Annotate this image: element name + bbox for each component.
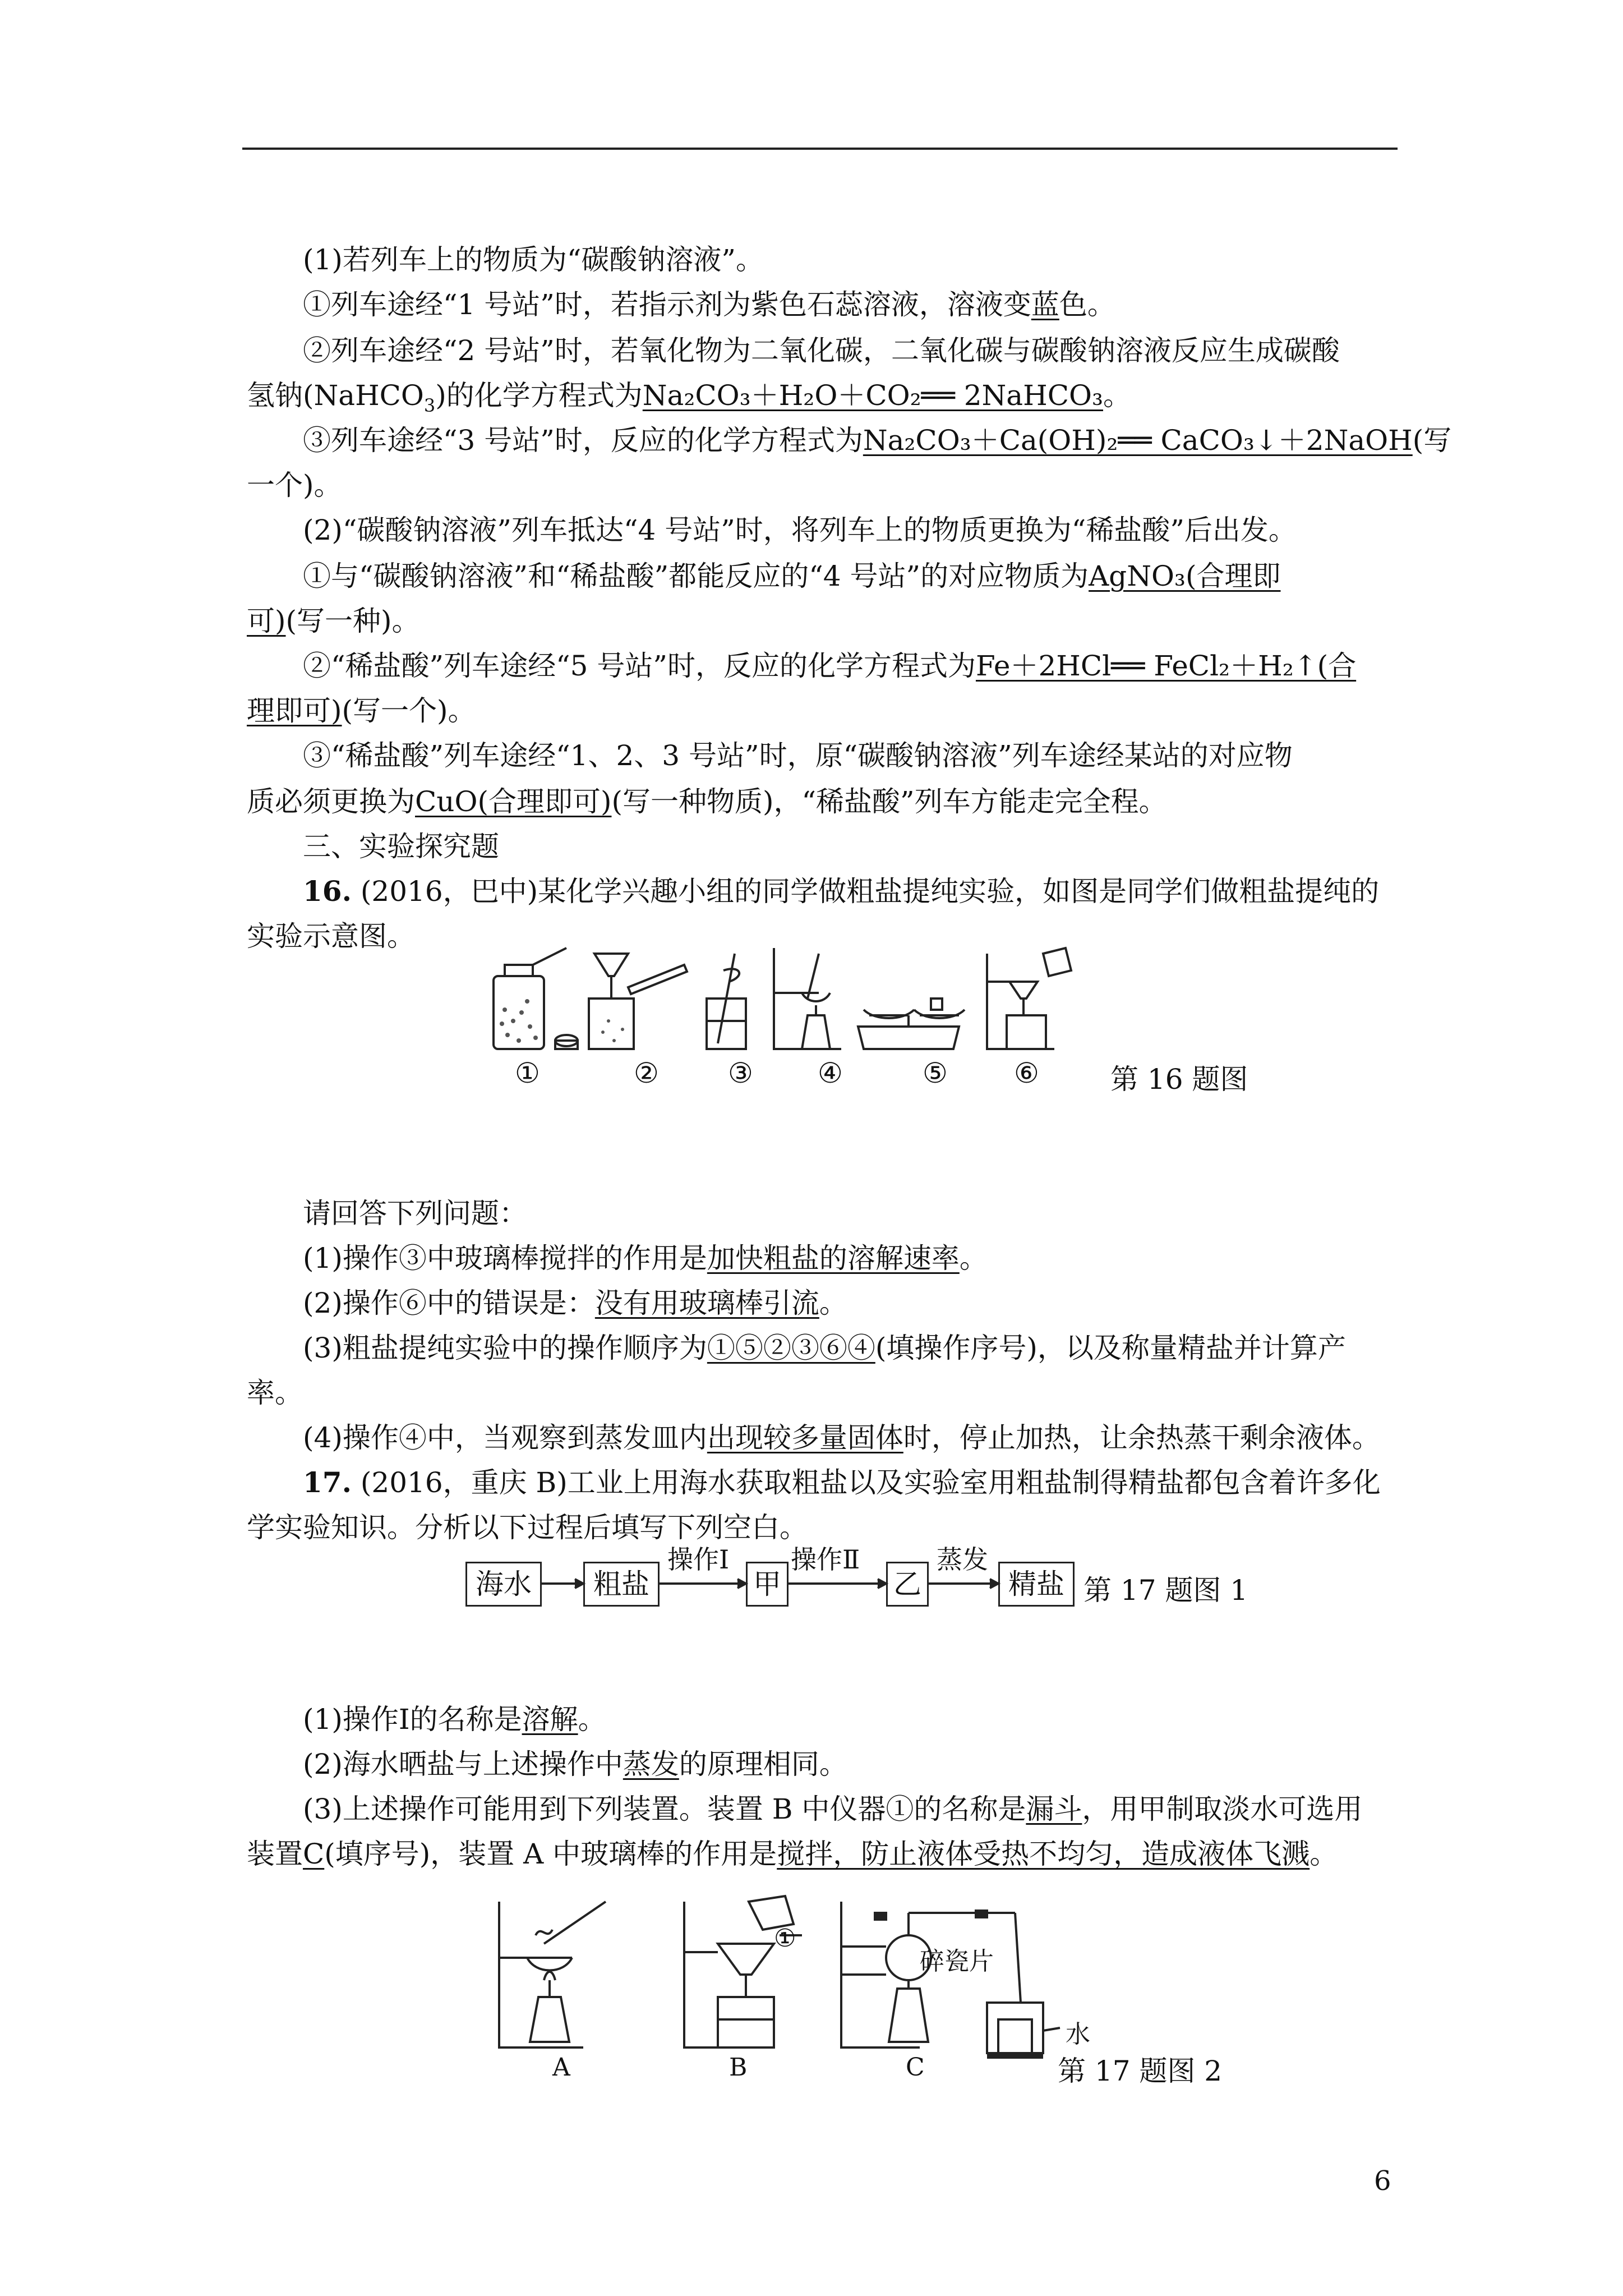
fig1-caption: 第 17 题图 1 — [1083, 1574, 1248, 1607]
q16-answer-1: (1)操作③中玻璃棒搅拌的作用是加快粗盐的溶解速率。 — [303, 1242, 988, 1274]
figure-label-6: ⑥ — [1014, 1057, 1039, 1089]
stirring-beaker-icon — [707, 954, 746, 1049]
fig2-label-b: B — [729, 2053, 748, 2082]
q16-stem-line2: 实验示意图。 — [247, 920, 415, 953]
figure-label-5: ⑤ — [923, 1057, 948, 1089]
q15-part1-item3: ③列车途经“3 号站”时，反应的化学方程式为Na₂CO₃＋Ca(OH)₂══ CaCO₃↓＋2NaOH(写 — [303, 424, 1452, 457]
answer-equation: Fe＋2HCl══ FeCl₂＋H₂↑(合 — [975, 650, 1357, 682]
section-heading: 三、实验探究题 — [303, 830, 499, 863]
fig2-label-shards: 碎瓷片 — [920, 1947, 994, 1976]
answer-blank: 蓝 — [1031, 288, 1059, 321]
answer-blank: 加快粗盐的溶解速率 — [707, 1242, 960, 1274]
q15-part2-item2: ②“稀盐酸”列车途经“5 号站”时，反应的化学方程式为Fe＋2HCl══ FeCl₂＋H₂↑(合 — [303, 650, 1357, 682]
answer-blank: 蒸发 — [623, 1748, 679, 1780]
flow-box-yi: 乙 — [886, 1562, 929, 1607]
fig2-label-water: 水 — [1066, 2020, 1090, 2049]
flow-box-jia: 甲 — [746, 1562, 789, 1607]
figure-label-2: ② — [634, 1057, 659, 1089]
answer-equation: Na₂CO₃＋Ca(OH)₂══ CaCO₃↓＋2NaOH — [863, 424, 1413, 457]
q15-part1-item2-line1: ②列车途经“2 号站”时，若氧化物为二氧化碳，二氧化碳与碳酸钠溶液反应生成碳酸 — [303, 334, 1340, 367]
fig2-caption: 第 17 题图 2 — [1058, 2055, 1223, 2087]
q15-part2-item3-line1: ③“稀盐酸”列车途经“1、2、3 号站”时，原“碳酸钠溶液”列车途经某站的对应物 — [303, 739, 1293, 772]
q16-answer-3-line2: 率。 — [247, 1377, 303, 1409]
answer-blank: C — [303, 1838, 325, 1870]
q16-figure — [482, 942, 1211, 1055]
page-number: 6 — [1374, 2165, 1391, 2197]
filtration-stand-icon — [987, 948, 1071, 1049]
answer-blank: 溶解 — [522, 1703, 578, 1736]
flow-op3-label: 蒸发 — [937, 1544, 988, 1575]
q17-stem-line2: 学实验知识。分析以下过程后填写下列空白。 — [247, 1511, 808, 1544]
balance-scale-icon — [858, 999, 965, 1049]
answer-blank: AgNO₃(合理即 — [1089, 560, 1281, 592]
figure-caption: 第 16 题图 — [1110, 1063, 1248, 1096]
figure-label-1: ① — [515, 1057, 540, 1089]
answer-blank: ①⑤②③⑥④ — [707, 1332, 875, 1364]
apparatus-a-evaporation-icon — [499, 1902, 606, 2047]
funnel-pour-icon — [589, 954, 687, 1049]
q17-figure-2 — [482, 1890, 1099, 2064]
q16-answer-4: (4)操作④中，当观察到蒸发皿内出现较多量固体时，停止加热，让余热蒸干剩余液体。 — [303, 1421, 1380, 1454]
q17-answer-2: (2)海水晒盐与上述操作中蒸发的原理相同。 — [303, 1748, 847, 1780]
flow-arrows — [465, 1559, 1077, 1610]
answer-blank: 理即可) — [247, 694, 342, 727]
q17-answer-1: (1)操作Ⅰ的名称是溶解。 — [303, 1703, 606, 1736]
flow-box-crude-salt: 粗盐 — [583, 1562, 660, 1607]
answer-blank: CuO(合理即可) — [415, 785, 612, 818]
answer-blank: 没有用玻璃棒引流 — [594, 1287, 819, 1319]
reagent-bottle-icon — [494, 948, 578, 1049]
q15-part1-item1: ①列车途经“1 号站”时，若指示剂为紫色石蕊溶液，溶液变蓝色。 — [303, 288, 1115, 321]
q15-part1-item2-line2: 氢钠(NaHCO$_3$)的化学方程式为Na₂CO₃＋H₂O＋CO₂══ 2NaHCO₃。 — [247, 379, 1131, 416]
apparatus-b-filtration-icon — [684, 1896, 802, 2047]
q15-part2-item2-line2: 理即可)(写一个)。 — [247, 694, 476, 727]
flow-op2-label: 操作Ⅱ — [791, 1544, 860, 1575]
q15-part2-item1: ①与“碳酸钠溶液”和“稀盐酸”都能反应的“4 号站”的对应物质为AgNO₃(合理即 — [303, 560, 1281, 592]
apparatus-c-distillation-icon — [841, 1902, 1060, 2056]
flow-op1-label: 操作Ⅰ — [667, 1544, 730, 1575]
flow-box-seawater: 海水 — [465, 1562, 542, 1607]
q16-prompt: 请回答下列问题： — [303, 1197, 527, 1230]
q17-answer-3: (3)上述操作可能用到下列装置。装置 B 中仪器①的名称是漏斗，用甲制取淡水可选用 — [303, 1793, 1363, 1825]
answer-blank: 搅拌，防止液体受热不均匀，造成液体飞溅 — [777, 1838, 1310, 1870]
figure-label-3: ③ — [728, 1057, 753, 1089]
evaporation-stand-icon — [774, 948, 841, 1049]
header-rule — [242, 148, 1398, 150]
q15-part1-intro: (1)若列车上的物质为“碳酸钠溶液”。 — [303, 243, 764, 276]
fig2-label-c: C — [906, 2053, 925, 2082]
q17-stem-line1: 17. (2016，重庆 B)工业上用海水获取粗盐以及实验室用粗盐制得精盐都包含着许多化 — [303, 1466, 1381, 1499]
q17-answer-3-line2: 装置C(填序号)，装置 A 中玻璃棒的作用是搅拌，防止液体受热不均匀，造成液体飞溅。 — [247, 1838, 1338, 1870]
answer-blank: 出现较多量固体 — [707, 1421, 903, 1454]
q16-answer-2: (2)操作⑥中的错误是：没有用玻璃棒引流。 — [303, 1287, 847, 1319]
answer-blank: 可) — [247, 605, 286, 637]
q15-part1-item3-line2: 一个)。 — [247, 469, 342, 501]
q15-part2-item3-line2: 质必须更换为CuO(合理即可)(写一种物质)，“稀盐酸”列车方能走完全程。 — [247, 785, 1167, 818]
answer-equation: Na₂CO₃＋H₂O＋CO₂══ 2NaHCO₃ — [642, 379, 1103, 412]
fig2-label-circle1: ① — [774, 1924, 796, 1953]
fig2-label-a: A — [552, 2053, 570, 2082]
q16-stem-line1: 16. (2016，巴中)某化学兴趣小组的同学做粗盐提纯实验，如图是同学们做粗盐提纯的 — [303, 875, 1380, 908]
q15-part2-intro: (2)“碳酸钠溶液”列车抵达“4 号站”时，将列车上的物质更换为“稀盐酸”后出发。 — [303, 514, 1297, 546]
flow-box-refined-salt: 精盐 — [998, 1562, 1075, 1607]
answer-blank: 漏斗 — [1026, 1793, 1082, 1825]
q16-answer-3: (3)粗盐提纯实验中的操作顺序为①⑤②③⑥④(填操作序号)，以及称量精盐并计算产 — [303, 1332, 1346, 1364]
q15-part2-item1-line2: 可)(写一种)。 — [247, 605, 420, 637]
figure-label-4: ④ — [818, 1057, 843, 1089]
